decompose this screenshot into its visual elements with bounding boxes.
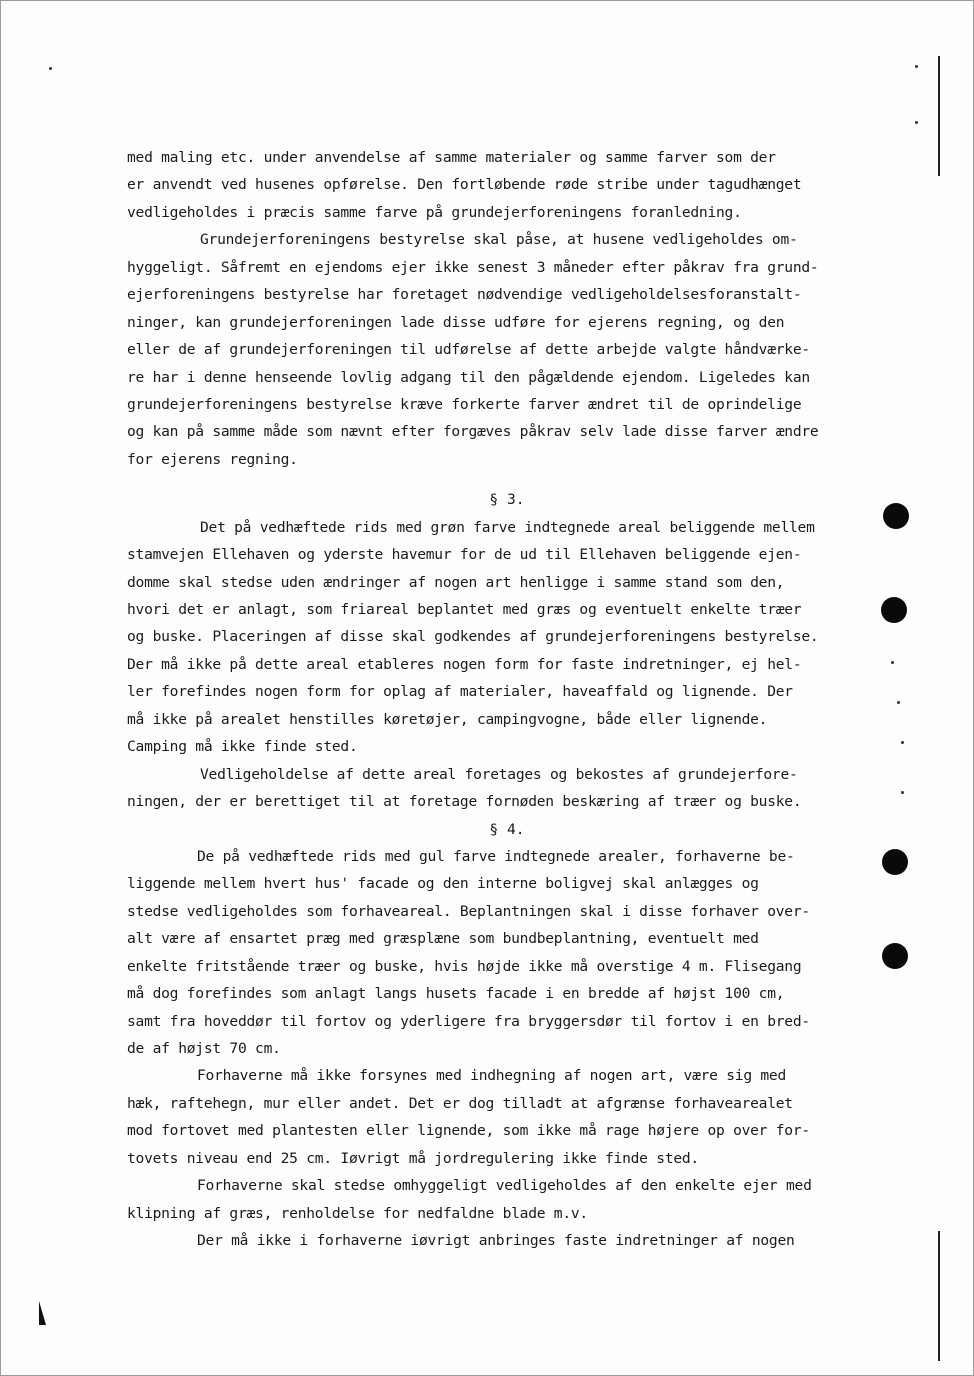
text-line: eller de af grundejerforeningen til udførelse af dette arbejde valgte håndværke- [127, 341, 810, 359]
text-line: ningen, der er berettiget til at foretage fornøden beskæring af træer og buske. [127, 793, 802, 811]
scan-speck [891, 661, 894, 664]
section-heading: § 4. [489, 820, 525, 838]
text-line: alt være af ensartet præg med græsplæne som bundbeplantning, eventuelt med [127, 930, 759, 948]
text-line: Der må ikke i forhaverne iøvrigt anbringes faste indretninger af nogen [197, 1232, 795, 1250]
text-line: Der må ikke på dette areal etableres nogen form for faste indretninger, ej hel- [127, 655, 802, 673]
text-line: re har i denne henseende lovlig adgang til den pågældende ejendom. Ligeledes kan [127, 368, 810, 386]
right-margin-line [938, 56, 940, 176]
text-line: for ejerens regning. [127, 450, 298, 468]
text-line: tovets niveau end 25 cm. Iøvrigt må jordregulering ikke finde sted. [127, 1149, 699, 1167]
text-line: vedligeholdes i præcis samme farve på grundejerforeningens foranledning. [127, 203, 742, 221]
text-line: stedse vedligeholdes som forhaveareal. Beplantningen skal i disse forhaver over- [127, 902, 810, 920]
text-line: klipning af græs, renholdelse for nedfaldne blade m.v. [127, 1204, 588, 1222]
text-line: hæk, raftehegn, mur eller andet. Det er dog tilladt at afgrænse forhavearealet [127, 1094, 793, 1112]
text-line: Vedligeholdelse af dette areal foretages og bekostes af grundejerfore- [200, 765, 798, 783]
section-heading: § 3. [489, 491, 525, 509]
text-line: hvori det er anlagt, som friareal beplantet med græs og eventuelt enkelte træer [127, 601, 802, 618]
text-line: Det på vedhæftede rids med grøn farve indtegnede areal beliggende mellem [200, 518, 815, 536]
text-line: hyggeligt. Såfremt en ejendoms ejer ikke senest 3 måneder efter påkrav fra grund- [127, 258, 819, 276]
text-line: ninger, kan grundejerforeningen lade disse udføre for ejerens regning, og den [127, 313, 785, 331]
paragraph-5 [127, 843, 887, 1063]
corner-fold-mark [39, 1301, 46, 1325]
text-line: Forhaverne må ikke forsynes med indhegning af nogen art, være sig med [197, 1067, 786, 1085]
paragraph-4 [127, 761, 887, 816]
scan-speck [49, 67, 52, 70]
scan-speck [901, 741, 904, 744]
scan-speck [901, 791, 904, 794]
right-margin-line [938, 1231, 940, 1361]
text-line: Grundejerforeningens bestyrelse skal påse, at husene vedligeholdes om- [200, 231, 798, 249]
paragraph-1 [127, 144, 887, 226]
scan-speck [915, 121, 918, 124]
scan-speck [915, 65, 918, 68]
scan-speck [897, 701, 900, 704]
text-line: ejerforeningens bestyrelse har foretaget nødvendige vedligeholdelsesforanstalt- [127, 286, 802, 304]
paragraph-3 [127, 514, 887, 761]
text-line: De på vedhæftede rids med gul farve indtegnede arealer, forhaverne be- [197, 847, 795, 865]
text-line: grundejerforeningens bestyrelse kræve forkerte farver ændret til de oprindelige [127, 395, 802, 413]
text-line: og kan på samme måde som nævnt efter forgæves påkrav selv lade disse farver ændre [127, 423, 819, 441]
paragraph-8 [127, 1227, 887, 1254]
text-line: liggende mellem hvert hus' facade og den interne boligvej skal anlægges og [127, 875, 759, 893]
paragraph-6 [127, 1062, 887, 1172]
text-line: og buske. Placeringen af disse skal godkendes af grundejerforeningens bestyrelse. [127, 628, 819, 646]
text-line: ler forefindes nogen form for oplag af materialer, haveaffald og lignende. Der [127, 683, 793, 701]
text-line: samt fra hoveddør til fortov og yderligere fra bryggersdør til fortov i en bred- [127, 1012, 810, 1030]
text-line: domme skal stedse uden ændringer af nogen art henligge i samme stand som den, [127, 573, 785, 591]
document-body [127, 144, 887, 1255]
text-line: med maling etc. under anvendelse af samme materialer og samme farver som der [127, 149, 776, 166]
text-line: mod fortovet med plantesten eller lignende, som ikke må rage højere op over for- [127, 1122, 810, 1140]
text-line: Camping må ikke finde sted. [127, 738, 358, 756]
paragraph-7 [127, 1172, 887, 1227]
text-line: må dog forefindes som anlagt langs husets facade i en bredde af højst 100 cm, [127, 985, 785, 1003]
text-line: må ikke på arealet henstilles køretøjer, campingvogne, både eller lignende. [127, 710, 768, 728]
text-line: Forhaverne skal stedse omhyggeligt vedligeholdes af den enkelte ejer med [197, 1177, 812, 1195]
text-line: stamvejen Ellehaven og yderste havemur for de ud til Ellehaven beliggende ejen- [127, 546, 802, 564]
text-line: enkelte fritstående træer og buske, hvis højde ikke må overstige 4 m. Flisegang [127, 957, 802, 975]
text-line: er anvendt ved husenes opførelse. Den fortløbende røde stribe under tagudhænget [127, 176, 802, 194]
text-line: de af højst 70 cm. [127, 1040, 281, 1057]
paragraph-2 [127, 226, 887, 473]
